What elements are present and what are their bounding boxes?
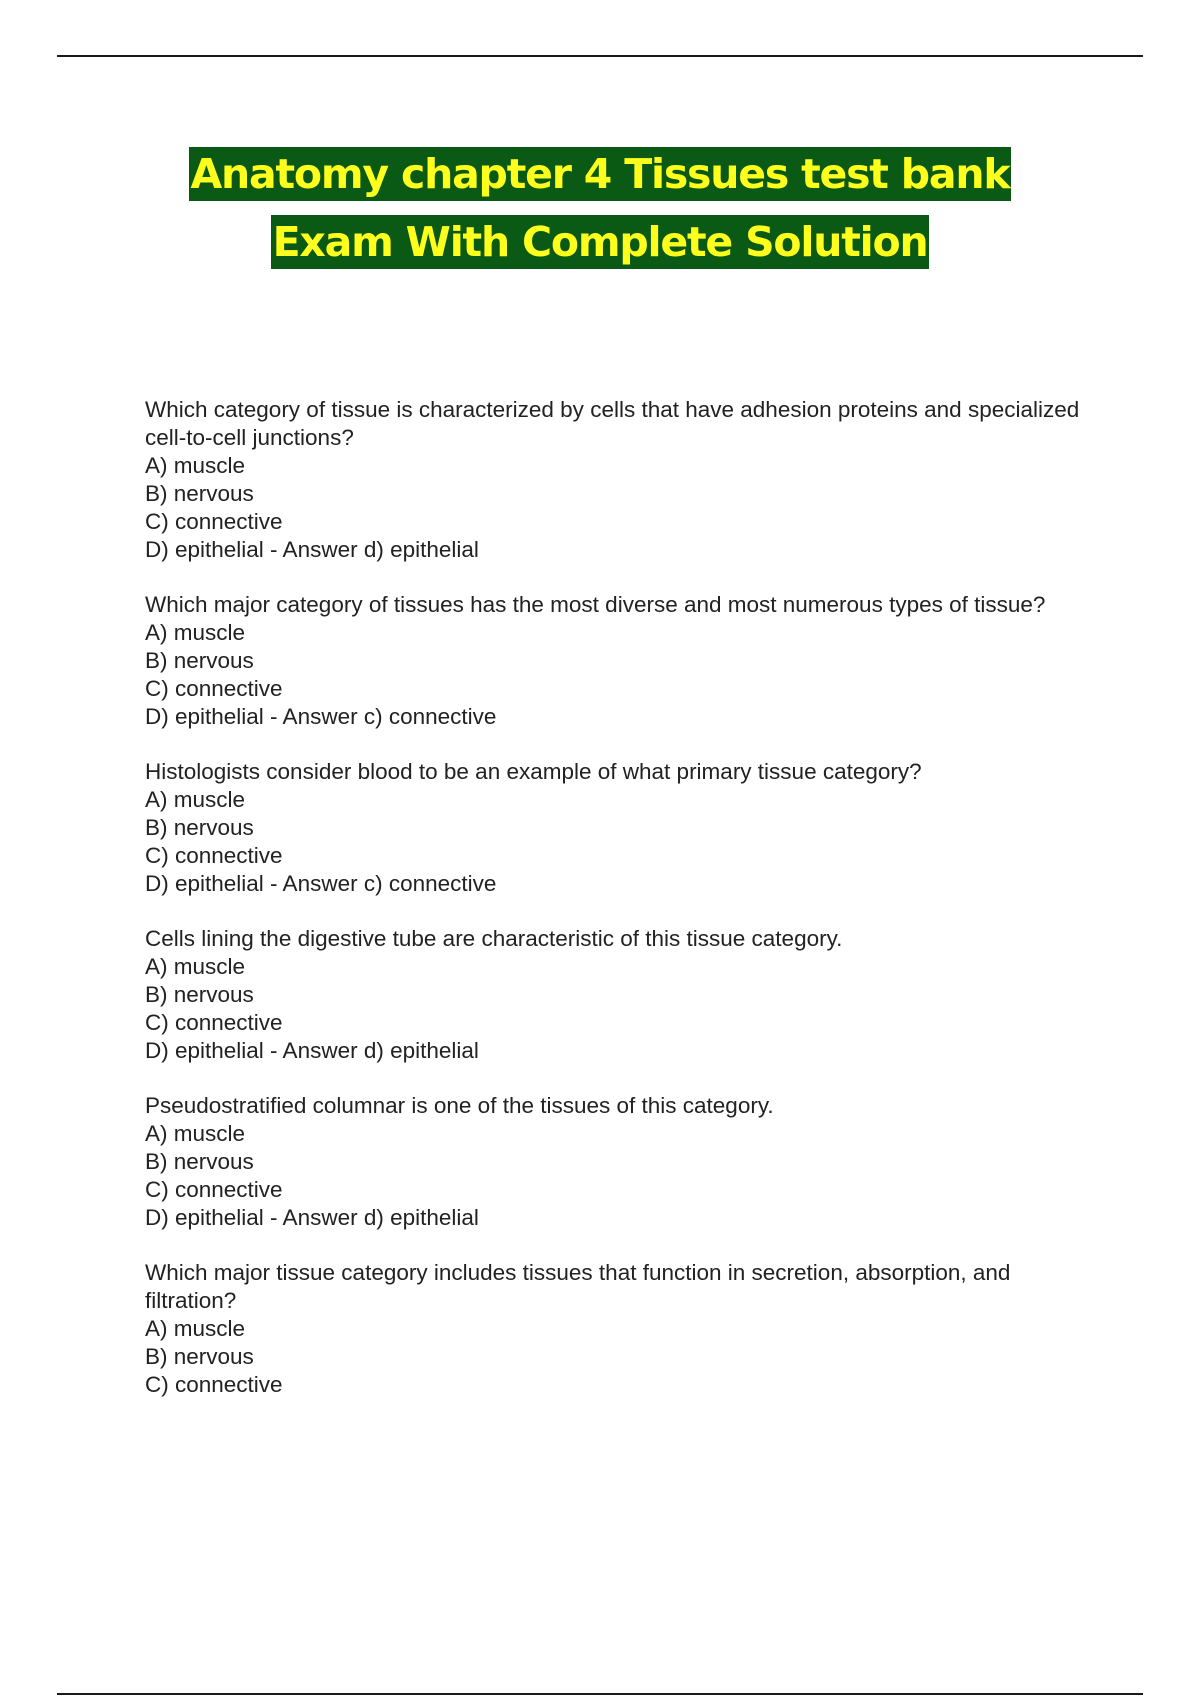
question-text: Which major category of tissues has the most diverse and most numerous types of tissue? (145, 592, 1046, 617)
option-a: A) muscle (145, 787, 246, 812)
title-line-1: Anatomy chapter 4 Tissues test bank (189, 147, 1012, 201)
question-block-2 (145, 591, 1085, 731)
option-d-answer: D) epithelial - Answer d) epithelial (145, 537, 479, 562)
option-c: C) connective (145, 676, 283, 701)
option-b: B) nervous (145, 648, 254, 673)
question-block-3 (145, 758, 1085, 898)
option-c: C) connective (145, 509, 283, 534)
document-title (0, 145, 1200, 281)
question-block-5 (145, 1092, 1085, 1232)
option-c: C) connective (145, 843, 283, 868)
option-a: A) muscle (145, 620, 246, 645)
option-d-answer: D) epithelial - Answer d) epithelial (145, 1205, 479, 1230)
option-b: B) nervous (145, 1344, 254, 1369)
option-c: C) connective (145, 1010, 283, 1035)
question-text: Which category of tissue is characterized by cells that have adhesion proteins and specialized cell-to-cell junctions? (145, 397, 1080, 450)
footer-rule (57, 1693, 1143, 1695)
option-a: A) muscle (145, 954, 246, 979)
option-d-answer: D) epithelial - Answer c) connective (145, 871, 497, 896)
option-d-answer: D) epithelial - Answer c) connective (145, 704, 497, 729)
question-text: Pseudostratified columnar is one of the tissues of this category. (145, 1093, 774, 1118)
option-a: A) muscle (145, 1316, 246, 1341)
header-rule (57, 55, 1143, 57)
option-a: A) muscle (145, 453, 246, 478)
question-block-1 (145, 396, 1085, 564)
question-block-6 (145, 1259, 1085, 1399)
option-c: C) connective (145, 1177, 283, 1202)
question-block-4 (145, 925, 1085, 1065)
option-c: C) connective (145, 1372, 283, 1397)
option-b: B) nervous (145, 982, 254, 1007)
question-text: Histologists consider blood to be an example of what primary tissue category? (145, 759, 922, 784)
question-text: Which major tissue category includes tissues that function in secretion, absorption, and filtration? (145, 1260, 1011, 1313)
question-list (145, 396, 1085, 1426)
option-b: B) nervous (145, 481, 254, 506)
title-line-2: Exam With Complete Solution (271, 215, 930, 269)
option-a: A) muscle (145, 1121, 246, 1146)
option-d-answer: D) epithelial - Answer d) epithelial (145, 1038, 479, 1063)
option-b: B) nervous (145, 1149, 254, 1174)
option-b: B) nervous (145, 815, 254, 840)
question-text: Cells lining the digestive tube are characteristic of this tissue category. (145, 926, 843, 951)
